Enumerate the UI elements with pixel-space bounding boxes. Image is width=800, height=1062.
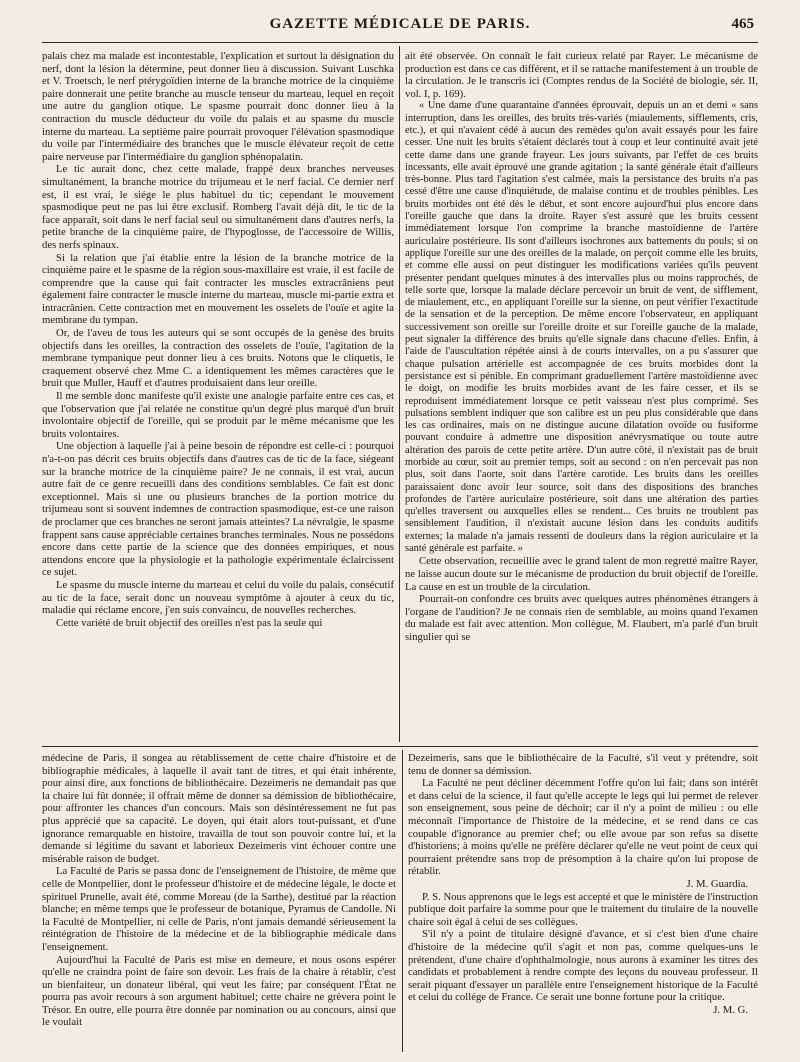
paragraph: Or, de l'aveu de tous les auteurs qui se sont occupés de la genèse des bruits objectifs dans les oreilles, la contraction des osselets de l'ouïe, l'agitation de la membrane tympanique peut donner lieu à ces bruits. Notons que le cliquetis, le craquement observé chez Mme C. a identiquement les mêmes caractères que le bruit que Muller, Hauff et d'autres produisaient dans leur oreille. (42, 327, 394, 390)
upper-right-column (405, 50, 758, 742)
signature-initials: J. M. G. (713, 1003, 748, 1016)
paragraph: La Faculté de Paris se passa donc de l'enseignement de l'histoire, de même que celle de Montpellier, dont le professeur d'histoire et de médecine légale, le docte et spirituel Prunelle, avait été, comme Moreau (de la Sarthe), destitué par la réaction blanche; en même temps que le professeur de botanique, Pyramus de Candolle. Ni la Faculté de Montpellier, ni celle de Paris, n'ont jamais demandé sérieusement la réintégration de l'histoire de la médecine et de la bibliographie médicale dans l'enseignement. (42, 865, 396, 953)
postscript: P. S. Nous apprenons que le legs est accepté et que le ministère de l'instruction publique doit parfaire la somme pour que le traitement du titulaire de la nouvelle chaire soit égal à celui de ses collègues. (408, 890, 758, 928)
lower-column-divider (402, 750, 403, 1052)
paragraph: Le tic aurait donc, chez cette malade, frappé deux branches nerveuses simultanément, la branche motrice du trijumeau et le nerf facial. Ce dernier nerf est, il est vrai, le siége le plus habituel du tic; cependant le mouvement spasmodique peut ne pas lui être exclusif. Romberg l'avait déjà dit, le tic de la face apparaît, soit dans le nerf facial seul ou simultanément dans d'autres nerfs, la petite branche de la cinquième paire, de l'hypoglosse, de l'accessoire de Willis, des nerfs spinaux. (42, 163, 394, 251)
header-rule (42, 42, 758, 43)
paragraph: Dezeimeris, sans que le bibliothécaire de la Faculté, s'il veut y prétendre, soit tenu de donner sa démission. (408, 752, 758, 777)
paragraph: S'il n'y a point de titulaire désigné d'avance, et si c'est bien d'une chaire d'histoire de la médecine qu'il s'agit et non pas, comme quelques-uns le prétendent, d'une chaire d'ophthalmologie, nous aurons à examiner les titres des candidats et probablement à rendre compte des leçons du nouveau professeur. Il serait piquant d'essayer un parallèle entre l'enseignement historique de la Faculté et celui du collége de France. Ce serait une bonne fortune pour la critique. (408, 928, 758, 1004)
paragraph: Aujourd'hui la Faculté de Paris est mise en demeure, et nous osons espérer qu'elle ne craindra point de faire son devoir. Les frais de la chaire à rétablir, c'est un bienfaiteur, un donateur libéral, qui veut les faire; par conséquent l'État ne pourra pas avoir recours à son argument habituel; cette chaire ne grèvera point le Trésor. En outre, elle pourra être donnée par nomination ou au concours, ainsi que le voulait (42, 953, 396, 1029)
paragraph: Cette observation, recueillie avec le grand talent de mon regretté maître Rayer, ne laisse aucun doute sur le mécanisme de production du bruit objectif de l'oreille. La cause en est un trouble de la circulation. (405, 555, 758, 593)
page-header (0, 14, 800, 44)
upper-left-column (42, 50, 394, 742)
paragraph: Une objection à laquelle j'ai à peine besoin de répondre est celle-ci : pourquoi n'a-t-on pas décrit ces bruits objectifs dans d'autres cas de tic de la face, siégeant sur la branche motrice de la cinquième paire? Je ne connais, il est vrai, aucun autre fait de ce genre recueilli dans des conditions semblables. Ce fait est donc exceptionnel. Mais si une ou plusieurs branches de la portion motrice du trijumeau sont si souvent indemnes de contraction spasmodique, est-ce une raison de proclamer que ces branches ne seront jamais atteintes? La névralgie, le spasme frappent sans cause appréciable certaines branches terminales. Nous ne possédons encore dans cette partie de la science que des données empiriques, et nous attendons encore que la physiologie et la pathologie expérimentale éclaircissent ce sujet. (42, 440, 394, 579)
lower-right-column (408, 752, 758, 1052)
paragraph: médecine de Paris, il songea au rétablissement de cette chaire d'histoire et de bibliographie médicales, à laquelle il avait tant de titres, et qui était inhérente, pour ainsi dire, aux fonctions de bibliothécaire. Dezeimeris ne demandait pas que la chaire lui fût donnée; il offrait même de donner sa démission de bibliothécaire, pour affronter les chances d'un concours. Mais son désintéressement ne fut pas plus apprécié que sa capacité. Le doyen, qui était alors tout-puissant, et d'une ignorance remarquable en histoire, travailla de tout son pouvoir contre lui, et la demande si légitime du savant et laborieux Dezeimeris vint échouer contre une misérable raison de budget. (42, 752, 396, 865)
lower-left-column (42, 752, 396, 1052)
journal-title: GAZETTE MÉDICALE DE PARIS. (269, 16, 531, 32)
paragraph: Le spasme du muscle interne du marteau et celui du voile du palais, consécutif au tic de la face, serait donc un nouveau symptôme à ajouter à ceux du tic, maladie qui réclame encore, j'en suis convaincu, de nouvelles recherches. (42, 578, 394, 617)
paragraph: Si la relation que j'ai établie entre la lésion de la branche motrice de la cinquième paire et le spasme de la région sous-maxillaire est vraie, il est facile de comprendre que la cause qui fait contracter les muscles extracrâniens peut également faire contracter le muscle interne du marteau, muscle mi-partie extra et intracrânien. Cette contraction met en mouvement les osselets de l'ouïe et agite la membrane du tympan. (42, 251, 394, 327)
paragraph: Pourrait-on confondre ces bruits avec quelques autres phénomènes étrangers à l'organe de l'audition? Je ne connais rien de semblable, au moins quand l'examen du malade est fait avec attention. Mon collègue, M. Flaubert, m'a parlé d'un bruit singulier qui se (405, 593, 758, 643)
paragraph: ait été observée. On connaît le fait curieux relaté par Rayer. Le mécanisme de production est dans ce cas différent, et il se rattache manifestement à un trouble de la circulation. Je le transcris ici (Comptes rendus de la Société de biologie, sér. II, vol. I, p. 169). (405, 50, 758, 100)
paragraph: palais chez ma malade est incontestable, l'explication et surtout la désignation du nerf, dont la lésion la détermine, peut donner lieu à discussion. Suivant Luschka et V. Troetsch, le nerf ptérygoïdien interne de la branche motrice de la cinquième paire donnerait une petite branche au muscle tenseur du marteau, lequel en reçoit une autre du ganglion otique. Le spasme pourrait donc donner lieu à la contraction du muscle déducteur du voile du palais et au spasme du muscle interne du marteau. La septième paire pourrait provoquer l'élévation spasmodique du voile par l'intermédiaire des branches que le muscle élévateur reçoit de cette paire nerveuse par l'intermédiaire du ganglion sphénopalatin. (42, 50, 394, 163)
paragraph: Il me semble donc manifeste qu'il existe une analogie parfaite entre ces cas, et que l'observation que j'ai relatée ne constitue qu'un degré plus marqué d'un bruit involontaire objectif de l'oreille, qui se produit par le même mécanisme que les bruits volontaires. (42, 390, 394, 440)
paragraph: La Faculté ne peut décliner décemment l'offre qu'on lui fait; dans son intérêt et dans celui de la science, il faut qu'elle accepte le legs qui lui permet de relever son enseignement, sous peine de déchoir; car il n'y a point de milieu : ou elle méconnaît l'importance de l'histoire de la médecine, et se rend dans ce cas coupable d'ignorance au premier chef; ou elle avoue par son refus sa disette d'historiens; à moins qu'elle ne préfère déclarer qu'elle ne veut point de ceux qui pourraient prétendre sans trop de présomption à la chaire qu'on lui propose de rétablir. (408, 777, 758, 878)
quoted-observation: « Une dame d'une quarantaine d'années éprouvait, depuis un an et demi « sans interruption, dans les oreilles, des bruits très-variés (miaulements, sifflements, cris, etc.), et qui n'avaient cédé à aucun des remèdes qu'on avait essayés pour les faire cesser. Une nuit les bruits s'étaient déclarés tout à coup et leur continuité avait jeté cette dame dans une grande frayeur. Les jours suivants, par l'effet de ces bruits incessants, elle avait éprouvé une grande agitation ; la santé générale était d'ailleurs très-bonne. Plus tard l'agitation s'est calmée, mais la persistance des bruits n'a pas cessé d'être une cause d'inquiétude, de malaise continu et de troubles pénibles. Les bruits morbides ont été dès le début, et sont encore aujourd'hui plus encore dans l'oreille gauche que dans la droite. Rayer s'est assuré que les bruits cessent immédiatement lorsque l'on comprime la branche mastoïdienne de l'artère auriculaire postérieure. Ils sont d'ailleurs isochrones aux battements du pouls; si on applique l'oreille sur une des oreilles de la malade, on perçoit comme elle les bruits, et comme elle aussi on peut distinguer les modifications variées qu'ils peuvent présenter pendant quelques minutes à des intervalles plus ou moins rapprochés, de telle sorte que, lorsque la malade déclare percevoir un bruit de vent, de sifflement, de miaulement, etc., en appliquant l'oreille sur la sienne, on peut vérifier l'exactitude de la sensation et de la perception. De même encore l'observateur, en appliquant successivement son oreille sur l'oreille droite et sur l'oreille gauche de la malade, peut signaler la différence des bruits qu'elle signale dans chacune d'elles. Enfin, à l'aide de l'auscultation répétée ainsi à de courts intervalles, on a pu s'assurer que chaque pulsation artérielle est accompagnée de ces bruits morbides dont la persistance est si pénible. En comprimant graduellement l'artère mastoïdienne avec le doigt, on modifie les bruits morbides avant de les faire cesser, et ils se reproduisent immédiatement lorsque ce petit vaisseau n'est plus comprimé. Ses pulsations semblent indiquer que son calibre est un peu plus considérable que dans les cas ordinaires, mais on ne distingue aucune dilatation ovoïde ou fusiforme pouvant conduire à admettre une disposition anévrysmatique ou toute autre altération des parois de cette petite artère. D'un autre côté, il n'existait pas de bruit morbide au cœur, soit au premier temps, soit au second : on n'en percevait pas non plus, soit dans l'aorte, soit dans l'artère carotide. Les bruits dans les oreilles paraissaient donc avoir leur source, soit dans des dispositions des branches profondes de l'artère auriculaire postérieure, soit dans une altération des parties qu'elles traversent ou auxquelles elles se rendent... Ces bruits ne troublent pas sensiblement l'audition, il n'existait aucune lésion dans les conduits auditifs externes; la malade n'a jamais ressenti de douleurs dans la région auriculaire et la santé générale est parfaite. » (405, 100, 758, 555)
upper-column-divider (399, 46, 400, 742)
signature: J. M. Guardia. (686, 877, 748, 890)
feuilleton-separator (42, 746, 758, 747)
page-number: 465 (731, 16, 754, 32)
paragraph: Cette variété de bruit objectif des oreilles n'est pas la seule qui (56, 616, 323, 629)
